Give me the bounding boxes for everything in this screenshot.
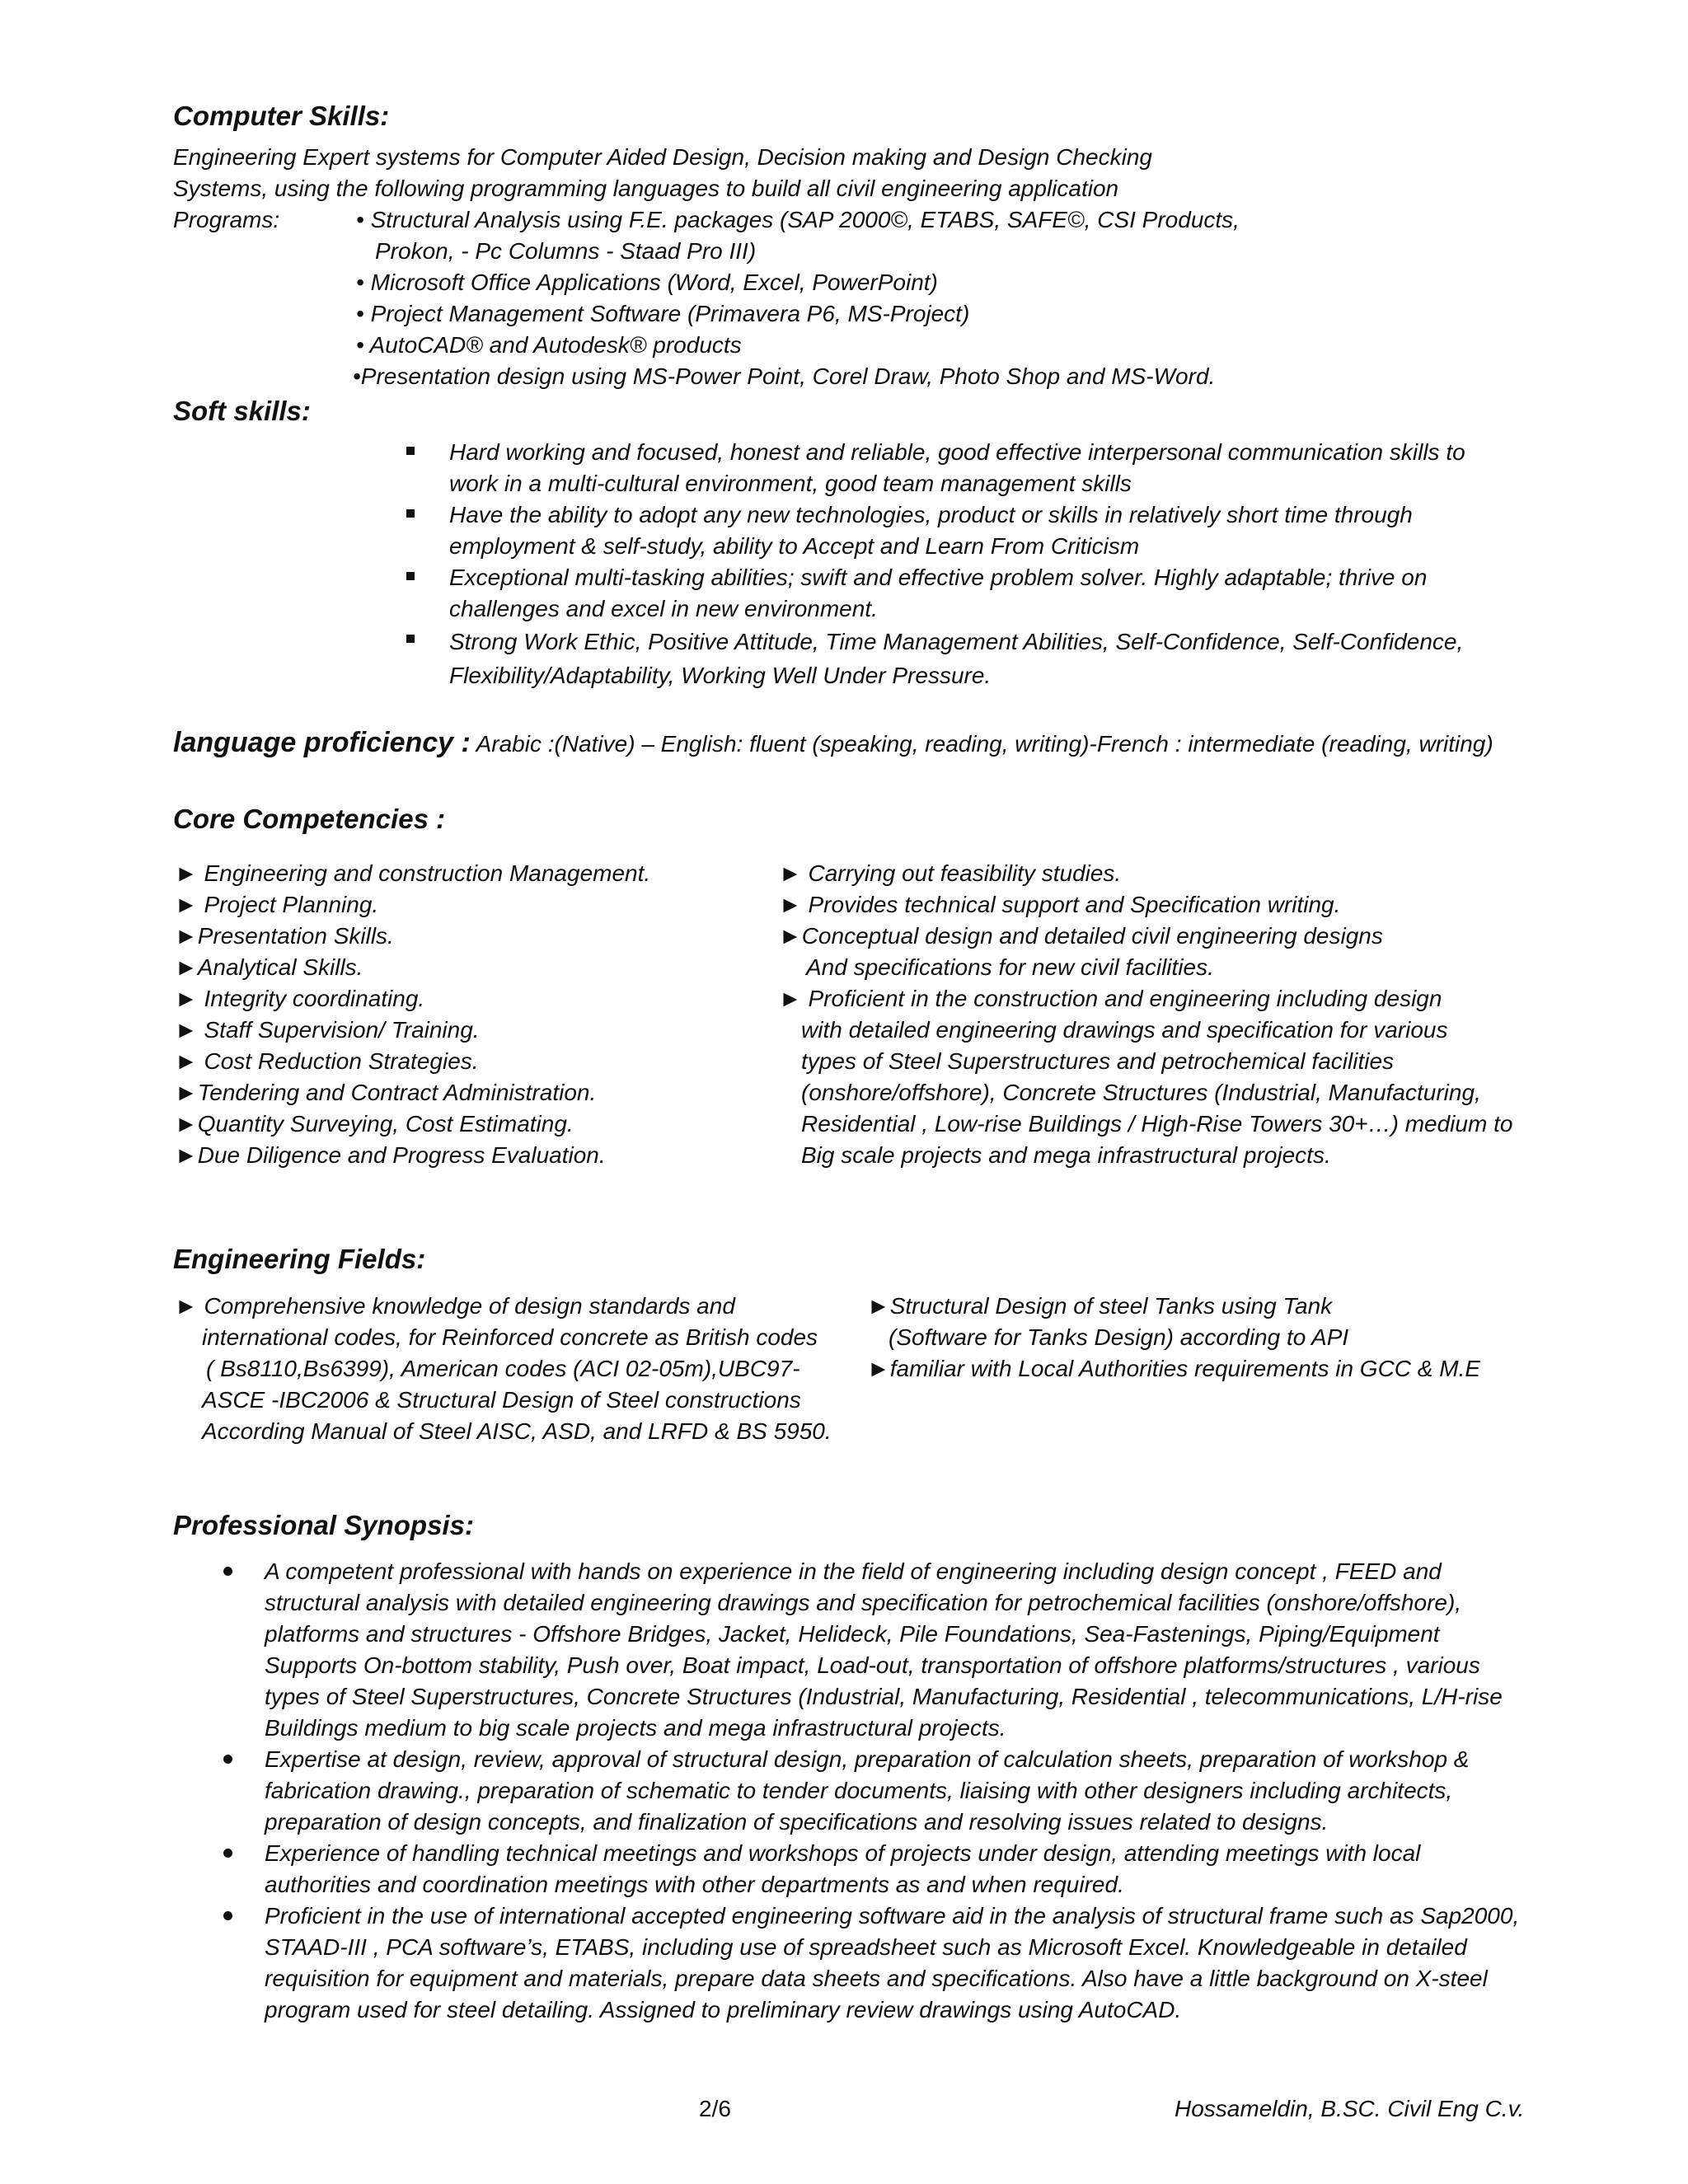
- computer-skills-intro-2: Systems, using the following programming languages to build all civil engineering application: [173, 176, 1119, 201]
- language-text: Arabic :(Native) – English: fluent (speaking, reading, writing)-French : intermediate (reading, writing): [476, 731, 1493, 757]
- competency-item: ► Staff Supervision/ Training.: [175, 1017, 480, 1043]
- engineering-fields-heading: Engineering Fields:: [173, 1244, 426, 1274]
- competency-item: ► Provides technical support and Specification writing.: [779, 892, 1341, 917]
- program-item: •Presentation design using MS-Power Point, Corel Draw, Photo Shop and MS-Word.: [353, 363, 1216, 389]
- competency-item: ► Carrying out feasibility studies.: [779, 860, 1122, 886]
- synopsis-item: Experience of handling technical meetings and workshops of projects under design, attending meetings with local authorities and coordination meetings with other departments as and when required.: [265, 1838, 1522, 1900]
- core-competencies-heading: Core Competencies :: [173, 804, 446, 834]
- soft-skill-item: Have the ability to adopt any new technologies, product or skills in relatively short time through employment & self-study, ability to Accept and Learn From Criticism: [449, 499, 1512, 562]
- engineering-field-item: ►familiar with Local Authorities requirements in GCC & M.E: [867, 1356, 1481, 1381]
- competency-item: ► Project Planning.: [175, 892, 379, 917]
- synopsis-list: [265, 1556, 1522, 2026]
- soft-skill-item: Strong Work Ethic, Positive Attitude, Time Management Abilities, Self-Confidence, Self-Confidence, Flexibility/Adaptability, Working Well Under Pressure.: [449, 625, 1512, 692]
- program-item: • AutoCAD® and Autodesk® products: [356, 332, 742, 358]
- language-line: [173, 727, 1493, 760]
- soft-skill-item: Hard working and focused, honest and reliable, good effective interpersonal communication skills to work in a multi-cultural environment, good team management skills: [449, 437, 1512, 499]
- page-number: 2/6: [699, 2096, 731, 2121]
- programs-label: Programs:: [173, 207, 280, 232]
- competency-item: ► Integrity coordinating.: [175, 986, 425, 1011]
- program-item: • Microsoft Office Applications (Word, Excel, PowerPoint): [356, 269, 938, 295]
- engineering-field-item: ►Structural Design of steel Tanks using Tank: [867, 1293, 1333, 1319]
- competency-item: Big scale projects and mega infrastructural projects.: [801, 1142, 1331, 1168]
- engineering-field-item: international codes, for Reinforced concrete as British codes: [202, 1324, 818, 1350]
- computer-skills-heading: Computer Skills:: [173, 101, 390, 131]
- synopsis-heading: Professional Synopsis:: [173, 1510, 474, 1540]
- engineering-field-item: ASCE -IBC2006 & Structural Design of Steel constructions: [202, 1387, 801, 1413]
- competency-item: ►Analytical Skills.: [175, 954, 363, 980]
- competency-item: ►Conceptual design and detailed civil engineering designs: [779, 923, 1383, 949]
- footer-author: Hossameldin, B.SC. Civil Eng C.v.: [1175, 2096, 1525, 2121]
- synopsis-item: Proficient in the use of international accepted engineering software aid in the analysis of structural frame such as Sap2000, STAAD-III , PCA software’s, ETABS, including use of spreadsheet such as Microsoft Excel. Knowledgeable in detailed requisition for equipment and materials, prepare data sheets and specifications. Also have a little background on X-steel program used for steel detailing. Assigned to preliminary review drawings using AutoCAD.: [265, 1900, 1522, 2026]
- competency-item: ►Tendering and Contract Administration.: [175, 1080, 597, 1105]
- competency-item: ► Engineering and construction Management.: [175, 860, 651, 886]
- synopsis-item: Expertise at design, review, approval of structural design, preparation of calculation sheets, preparation of workshop & fabrication drawing., preparation of schematic to tender documents, liaising with other designers including architects, preparation of design concepts, and finalization of specifications and resolving issues related to designs.: [265, 1744, 1522, 1838]
- synopsis-item: A competent professional with hands on experience in the field of engineering including design concept , FEED and structural analysis with detailed engineering drawings and specification for petrochemical facilities (onshore/offshore), platforms and structures - Offshore Bridges, Jacket, Helideck, Pile Foundations, Sea-Fastenings, Piping/Equipment Supports On-bottom stability, Push over, Boat impact, Load-out, transportation of offshore platforms/structures , various types of Steel Superstructures, Concrete Structures (Industrial, Manufacturing, Residential , telecommunications, L/H-rise Buildings medium to big scale projects and mega infrastructural projects.: [265, 1556, 1522, 1744]
- soft-skill-item: Exceptional multi-tasking abilities; swift and effective problem solver. Highly adaptable; thrive on challenges and excel in new environment.: [449, 562, 1512, 625]
- competency-item: ► Cost Reduction Strategies.: [175, 1048, 479, 1074]
- competency-item: ►Presentation Skills.: [175, 923, 394, 949]
- soft-skills-heading: Soft skills:: [173, 396, 311, 426]
- competency-item: ► Proficient in the construction and engineering including design: [779, 986, 1442, 1011]
- program-item: Prokon, - Pc Columns - Staad Pro III): [375, 238, 757, 264]
- program-item: • Project Management Software (Primavera P6, MS-Project): [356, 301, 970, 326]
- language-heading: language proficiency :: [173, 727, 471, 758]
- competency-item: And specifications for new civil facilities.: [806, 954, 1214, 980]
- competency-item: ►Due Diligence and Progress Evaluation.: [175, 1142, 606, 1168]
- soft-skills-list: [449, 437, 1512, 692]
- engineering-field-item: ( Bs8110,Bs6399), American codes (ACI 02-05m),UBC97-: [206, 1356, 800, 1381]
- program-item: • Structural Analysis using F.E. packages (SAP 2000©, ETABS, SAFE©, CSI Products,: [356, 207, 1240, 232]
- competency-item: with detailed engineering drawings and specification for various: [801, 1017, 1448, 1043]
- competency-item: types of Steel Superstructures and petrochemical facilities: [801, 1048, 1395, 1074]
- computer-skills-intro-1: Engineering Expert systems for Computer Aided Design, Decision making and Design Checking: [173, 144, 1152, 170]
- competency-item: ►Quantity Surveying, Cost Estimating.: [175, 1111, 574, 1137]
- engineering-field-item: According Manual of Steel AISC, ASD, and LRFD & BS 5950.: [202, 1418, 832, 1444]
- engineering-field-item: ► Comprehensive knowledge of design standards and: [175, 1293, 735, 1319]
- competency-item: (onshore/offshore), Concrete Structures (Industrial, Manufacturing,: [801, 1080, 1481, 1105]
- engineering-field-item: (Software for Tanks Design) according to API: [889, 1324, 1349, 1350]
- competency-item: Residential , Low-rise Buildings / High-Rise Towers 30+…) medium to: [801, 1111, 1513, 1137]
